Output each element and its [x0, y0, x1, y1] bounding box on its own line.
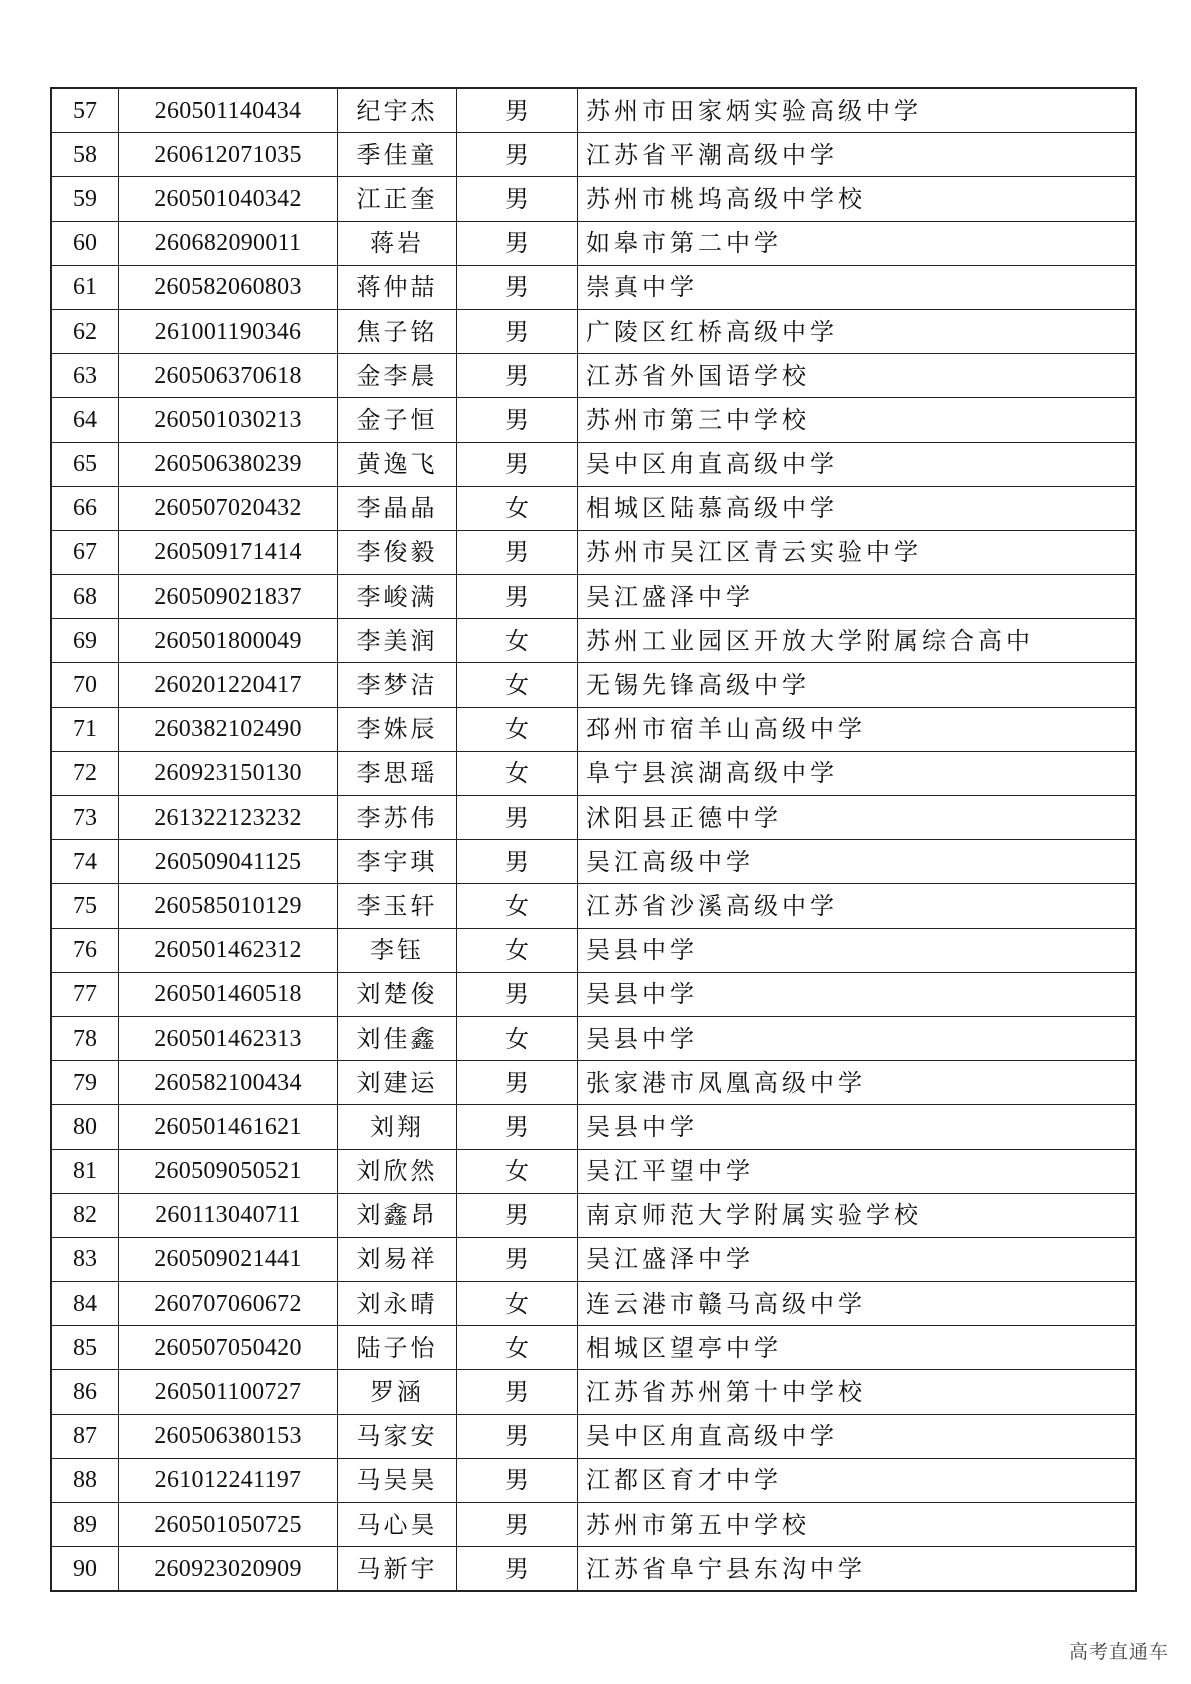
cell-student-name: 黄逸飞 [338, 442, 457, 486]
cell-number: 61 [51, 265, 119, 309]
cell-exam-id: 260506380239 [119, 442, 338, 486]
cell-number: 80 [51, 1105, 119, 1149]
cell-student-name: 李梦洁 [338, 663, 457, 707]
cell-school: 崇真中学 [578, 265, 1137, 309]
cell-school: 广陵区红桥高级中学 [578, 309, 1137, 353]
cell-number: 67 [51, 530, 119, 574]
table-row [51, 575, 1136, 619]
cell-gender: 男 [457, 1105, 578, 1149]
cell-student-name: 蒋岩 [338, 221, 457, 265]
cell-school: 吴江盛泽中学 [578, 575, 1137, 619]
table-row [51, 486, 1136, 530]
cell-number: 70 [51, 663, 119, 707]
cell-student-name: 刘佳鑫 [338, 1016, 457, 1060]
cell-school: 吴江盛泽中学 [578, 1237, 1137, 1281]
cell-number: 79 [51, 1061, 119, 1105]
cell-student-name: 刘楚俊 [338, 972, 457, 1016]
cell-school: 江苏省平潮高级中学 [578, 133, 1137, 177]
cell-school: 江苏省沙溪高级中学 [578, 884, 1137, 928]
cell-student-name: 陆子怡 [338, 1326, 457, 1370]
cell-exam-id: 260507020432 [119, 486, 338, 530]
cell-number: 87 [51, 1414, 119, 1458]
cell-exam-id: 260509050521 [119, 1149, 338, 1193]
cell-gender: 女 [457, 663, 578, 707]
cell-school: 邳州市宿羊山高级中学 [578, 707, 1137, 751]
cell-gender: 男 [457, 265, 578, 309]
cell-student-name: 李思瑶 [338, 751, 457, 795]
roster-body [51, 88, 1136, 1591]
table-row [51, 442, 1136, 486]
cell-number: 69 [51, 619, 119, 663]
cell-gender: 男 [457, 796, 578, 840]
cell-gender: 女 [457, 486, 578, 530]
cell-gender: 男 [457, 1061, 578, 1105]
cell-gender: 男 [457, 309, 578, 353]
cell-gender: 男 [457, 840, 578, 884]
cell-school: 苏州市桃坞高级中学校 [578, 177, 1137, 221]
cell-number: 59 [51, 177, 119, 221]
table-row [51, 928, 1136, 972]
cell-school: 吴县中学 [578, 1016, 1137, 1060]
cell-gender: 男 [457, 1547, 578, 1592]
cell-gender: 女 [457, 619, 578, 663]
cell-gender: 男 [457, 530, 578, 574]
cell-number: 64 [51, 398, 119, 442]
table-row [51, 354, 1136, 398]
cell-number: 77 [51, 972, 119, 1016]
cell-exam-id: 260501800049 [119, 619, 338, 663]
cell-number: 62 [51, 309, 119, 353]
cell-school: 相城区望亭中学 [578, 1326, 1137, 1370]
cell-student-name: 李美润 [338, 619, 457, 663]
cell-number: 63 [51, 354, 119, 398]
cell-school: 阜宁县滨湖高级中学 [578, 751, 1137, 795]
cell-exam-id: 260509041125 [119, 840, 338, 884]
table-row [51, 707, 1136, 751]
cell-school: 吴县中学 [578, 1105, 1137, 1149]
cell-student-name: 蒋仲喆 [338, 265, 457, 309]
cell-student-name: 刘鑫昂 [338, 1193, 457, 1237]
cell-school: 苏州市田家炳实验高级中学 [578, 88, 1137, 133]
cell-gender: 男 [457, 221, 578, 265]
cell-number: 71 [51, 707, 119, 751]
watermark-text: 高考直通车 [1068, 1641, 1169, 1663]
cell-gender: 女 [457, 1282, 578, 1326]
cell-exam-id: 260509021441 [119, 1237, 338, 1281]
cell-gender: 男 [457, 1193, 578, 1237]
cell-number: 90 [51, 1547, 119, 1592]
cell-school: 苏州市第五中学校 [578, 1503, 1137, 1547]
cell-student-name: 金子恒 [338, 398, 457, 442]
table-row [51, 1414, 1136, 1458]
cell-school: 吴中区甪直高级中学 [578, 442, 1137, 486]
cell-gender: 男 [457, 398, 578, 442]
cell-school: 吴县中学 [578, 972, 1137, 1016]
cell-gender: 男 [457, 442, 578, 486]
cell-student-name: 李苏伟 [338, 796, 457, 840]
cell-student-name: 李姝辰 [338, 707, 457, 751]
cell-number: 81 [51, 1149, 119, 1193]
cell-exam-id: 260501462313 [119, 1016, 338, 1060]
cell-exam-id: 260201220417 [119, 663, 338, 707]
cell-student-name: 李俊毅 [338, 530, 457, 574]
cell-student-name: 李玉轩 [338, 884, 457, 928]
cell-school: 苏州市吴江区青云实验中学 [578, 530, 1137, 574]
cell-school: 苏州工业园区开放大学附属综合高中 [578, 619, 1137, 663]
cell-school: 相城区陆慕高级中学 [578, 486, 1137, 530]
cell-gender: 女 [457, 1016, 578, 1060]
cell-student-name: 刘永晴 [338, 1282, 457, 1326]
cell-school: 江苏省苏州第十中学校 [578, 1370, 1137, 1414]
table-row [51, 1149, 1136, 1193]
cell-exam-id: 260682090011 [119, 221, 338, 265]
cell-number: 57 [51, 88, 119, 133]
cell-number: 60 [51, 221, 119, 265]
cell-school: 沭阳县正德中学 [578, 796, 1137, 840]
cell-gender: 女 [457, 1149, 578, 1193]
cell-number: 82 [51, 1193, 119, 1237]
cell-number: 88 [51, 1458, 119, 1502]
cell-exam-id: 260612071035 [119, 133, 338, 177]
cell-exam-id: 260501040342 [119, 177, 338, 221]
cell-exam-id: 260582060803 [119, 265, 338, 309]
cell-exam-id: 260509171414 [119, 530, 338, 574]
table-row [51, 663, 1136, 707]
cell-school: 无锡先锋高级中学 [578, 663, 1137, 707]
cell-exam-id: 260113040711 [119, 1193, 338, 1237]
cell-student-name: 江正奎 [338, 177, 457, 221]
cell-student-name: 刘建运 [338, 1061, 457, 1105]
table-row [51, 265, 1136, 309]
cell-school: 江苏省阜宁县东沟中学 [578, 1547, 1137, 1592]
cell-number: 84 [51, 1282, 119, 1326]
cell-school: 吴县中学 [578, 928, 1137, 972]
cell-student-name: 刘翔 [338, 1105, 457, 1149]
cell-gender: 男 [457, 1414, 578, 1458]
cell-gender: 女 [457, 928, 578, 972]
roster-table [50, 87, 1137, 1592]
cell-gender: 男 [457, 177, 578, 221]
cell-exam-id: 260501100727 [119, 1370, 338, 1414]
cell-exam-id: 260501462312 [119, 928, 338, 972]
cell-gender: 男 [457, 972, 578, 1016]
cell-student-name: 金李晨 [338, 354, 457, 398]
table-row [51, 1370, 1136, 1414]
cell-exam-id: 260506370618 [119, 354, 338, 398]
cell-student-name: 马家安 [338, 1414, 457, 1458]
cell-number: 68 [51, 575, 119, 619]
cell-exam-id: 261322123232 [119, 796, 338, 840]
table-row [51, 751, 1136, 795]
cell-exam-id: 260501030213 [119, 398, 338, 442]
table-row [51, 1105, 1136, 1149]
cell-gender: 男 [457, 1503, 578, 1547]
cell-number: 89 [51, 1503, 119, 1547]
cell-number: 66 [51, 486, 119, 530]
cell-exam-id: 261012241197 [119, 1458, 338, 1502]
table-row [51, 1193, 1136, 1237]
cell-number: 75 [51, 884, 119, 928]
table-row [51, 309, 1136, 353]
cell-exam-id: 260382102490 [119, 707, 338, 751]
table-row [51, 530, 1136, 574]
cell-student-name: 李宇琪 [338, 840, 457, 884]
cell-number: 58 [51, 133, 119, 177]
cell-exam-id: 260923020909 [119, 1547, 338, 1592]
cell-student-name: 刘欣然 [338, 1149, 457, 1193]
cell-student-name: 李峻满 [338, 575, 457, 619]
table-row [51, 1503, 1136, 1547]
table-row [51, 398, 1136, 442]
cell-exam-id: 260501461621 [119, 1105, 338, 1149]
cell-school: 南京师范大学附属实验学校 [578, 1193, 1137, 1237]
cell-school: 江都区育才中学 [578, 1458, 1137, 1502]
cell-exam-id: 260582100434 [119, 1061, 338, 1105]
table-row [51, 88, 1136, 133]
table-row [51, 1282, 1136, 1326]
cell-gender: 女 [457, 1326, 578, 1370]
table-row [51, 1016, 1136, 1060]
cell-number: 86 [51, 1370, 119, 1414]
cell-school: 如皋市第二中学 [578, 221, 1137, 265]
table-row [51, 884, 1136, 928]
cell-number: 76 [51, 928, 119, 972]
table-row [51, 221, 1136, 265]
cell-school: 张家港市凤凰高级中学 [578, 1061, 1137, 1105]
cell-number: 85 [51, 1326, 119, 1370]
cell-school: 苏州市第三中学校 [578, 398, 1137, 442]
cell-student-name: 焦子铭 [338, 309, 457, 353]
cell-student-name: 马吴昊 [338, 1458, 457, 1502]
cell-number: 65 [51, 442, 119, 486]
cell-exam-id: 260506380153 [119, 1414, 338, 1458]
cell-exam-id: 260501140434 [119, 88, 338, 133]
cell-student-name: 李晶晶 [338, 486, 457, 530]
cell-exam-id: 261001190346 [119, 309, 338, 353]
cell-gender: 男 [457, 1370, 578, 1414]
cell-gender: 男 [457, 1237, 578, 1281]
cell-number: 78 [51, 1016, 119, 1060]
cell-gender: 女 [457, 751, 578, 795]
cell-school: 吴中区甪直高级中学 [578, 1414, 1137, 1458]
cell-school: 吴江平望中学 [578, 1149, 1137, 1193]
cell-number: 74 [51, 840, 119, 884]
table-row [51, 177, 1136, 221]
table-row [51, 619, 1136, 663]
cell-exam-id: 260509021837 [119, 575, 338, 619]
cell-number: 73 [51, 796, 119, 840]
cell-student-name: 罗涵 [338, 1370, 457, 1414]
table-row [51, 840, 1136, 884]
cell-exam-id: 260501050725 [119, 1503, 338, 1547]
cell-student-name: 季佳童 [338, 133, 457, 177]
cell-gender: 男 [457, 133, 578, 177]
cell-student-name: 刘易祥 [338, 1237, 457, 1281]
cell-gender: 男 [457, 1458, 578, 1502]
cell-number: 72 [51, 751, 119, 795]
cell-school: 江苏省外国语学校 [578, 354, 1137, 398]
cell-gender: 女 [457, 707, 578, 751]
cell-exam-id: 260923150130 [119, 751, 338, 795]
cell-gender: 男 [457, 575, 578, 619]
table-row [51, 1547, 1136, 1592]
cell-exam-id: 260585010129 [119, 884, 338, 928]
table-row [51, 972, 1136, 1016]
cell-school: 连云港市赣马高级中学 [578, 1282, 1137, 1326]
cell-exam-id: 260707060672 [119, 1282, 338, 1326]
cell-exam-id: 260507050420 [119, 1326, 338, 1370]
cell-student-name: 马心昊 [338, 1503, 457, 1547]
table-row [51, 1458, 1136, 1502]
table-row [51, 1237, 1136, 1281]
cell-student-name: 李钰 [338, 928, 457, 972]
table-row [51, 1326, 1136, 1370]
table-row [51, 796, 1136, 840]
cell-exam-id: 260501460518 [119, 972, 338, 1016]
cell-gender: 女 [457, 884, 578, 928]
cell-student-name: 马新宇 [338, 1547, 457, 1592]
table-row [51, 1061, 1136, 1105]
cell-gender: 男 [457, 88, 578, 133]
cell-gender: 男 [457, 354, 578, 398]
table-row [51, 133, 1136, 177]
cell-number: 83 [51, 1237, 119, 1281]
cell-school: 吴江高级中学 [578, 840, 1137, 884]
cell-student-name: 纪宇杰 [338, 88, 457, 133]
